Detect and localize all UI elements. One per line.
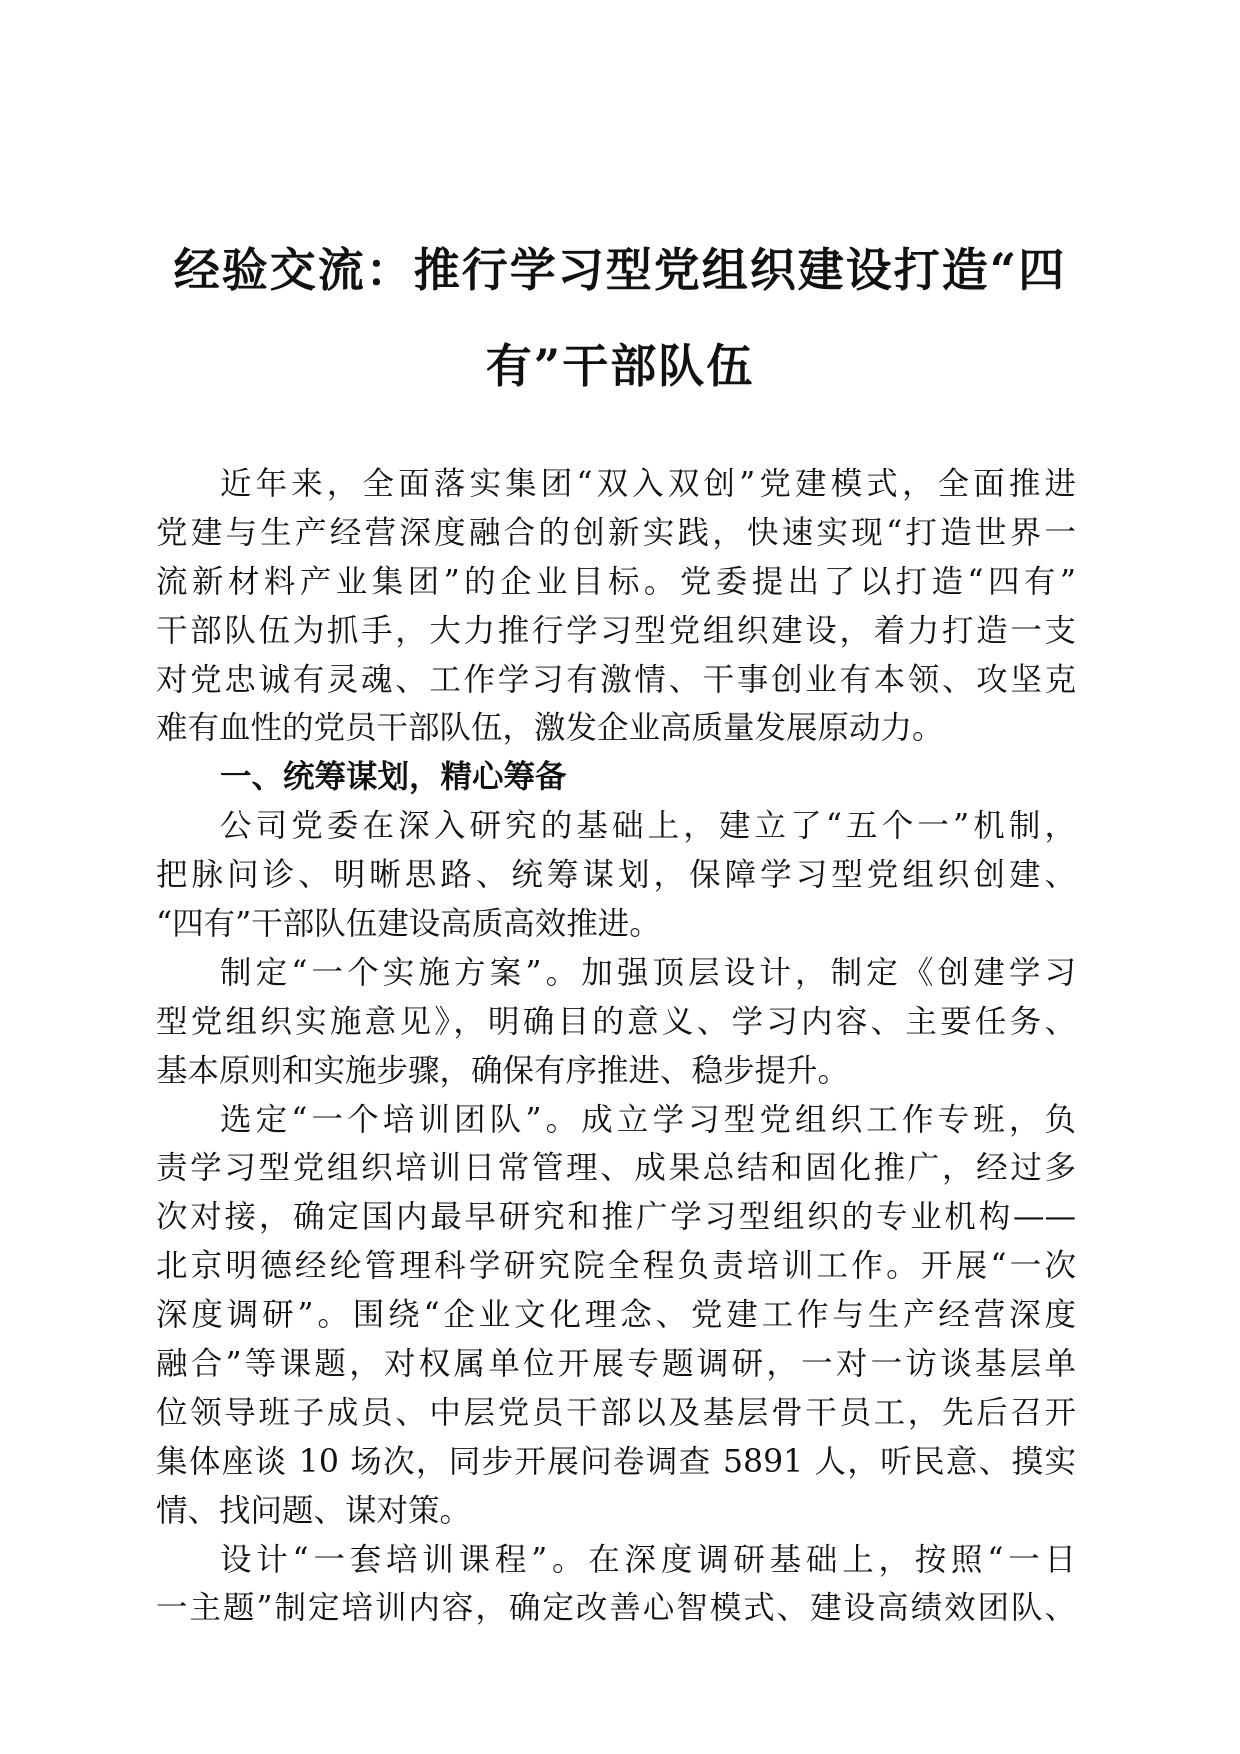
text-line: 位领导班子成员、中层党员干部以及基层骨干员工，先后召开 — [156, 1394, 1076, 1431]
text-line: “四有”干部队伍建设高质高效推进。 — [156, 906, 661, 943]
text-line: 流新材料产业集团”的企业目标。党委提出了以打造“四有” — [156, 563, 1076, 600]
text-line: 责学习型党组织培训日常管理、成果总结和固化推广，经过多 — [156, 1150, 1076, 1187]
document-title — [130, 222, 1110, 414]
document-body — [156, 460, 1076, 1633]
text-line: 难有血性的党员干部队伍，激发企业高质量发展原动力。 — [156, 710, 944, 747]
text-line: 选定“一个培训团队”。成立学习型党组织工作专班，负 — [220, 1101, 1076, 1138]
text-line: 党建与生产经营深度融合的创新实践，快速实现“打造世界一 — [156, 514, 1076, 551]
text-line: 基本原则和实施步骤，确保有序推进、稳步提升。 — [156, 1052, 850, 1089]
text-line: 型党组织实施意见》，明确目的意义、学习内容、主要任务、 — [156, 1003, 1076, 1040]
text-line: 设计“一套培训课程”。在深度调研基础上，按照“一日 — [220, 1541, 1076, 1578]
text-line: 深度调研”。围绕“企业文化理念、党建工作与生产经营深度 — [156, 1297, 1076, 1334]
title-line-2: 有”干部队伍 — [485, 339, 755, 393]
text-line: 情、找问题、谋对策。 — [156, 1492, 472, 1529]
text-line: 干部队伍为抓手，大力推行学习型党组织建设，着力打造一支 — [156, 612, 1076, 649]
text-line: 北京明德经纶管理科学研究院全程负责培训工作。开展“一次 — [156, 1248, 1076, 1285]
text-line: 次对接，确定国内最早研究和推广学习型组织的专业机构—— — [156, 1199, 1076, 1236]
title-line-1: 经验交流：推行学习型党组织建设打造“四 — [173, 243, 1067, 297]
text-line: 一主题”制定培训内容，确定改善心智模式、建设高绩效团队、 — [156, 1590, 1076, 1627]
text-line: 对党忠诚有灵魂、工作学习有激情、干事创业有本领、攻坚克 — [156, 661, 1076, 698]
text-line: 把脉问诊、明晰思路、统筹谋划，保障学习型党组织创建、 — [156, 857, 1076, 894]
text-line: 制定“一个实施方案”。加强顶层设计，制定《创建学习 — [220, 954, 1076, 991]
text-line: 集体座谈 10 场次，同步开展问卷调查 5891 人，听民意、摸实 — [156, 1443, 1076, 1480]
section-heading: 一、统筹谋划，精心筹备 — [220, 758, 567, 796]
text-line: 融合”等课题，对权属单位开展专题调研，一对一访谈基层单 — [156, 1346, 1076, 1383]
text-line: 近年来，全面落实集团“双入双创”党建模式，全面推进 — [220, 466, 1076, 502]
text-line: 公司党委在深入研究的基础上，建立了“五个一”机制， — [220, 808, 1076, 845]
